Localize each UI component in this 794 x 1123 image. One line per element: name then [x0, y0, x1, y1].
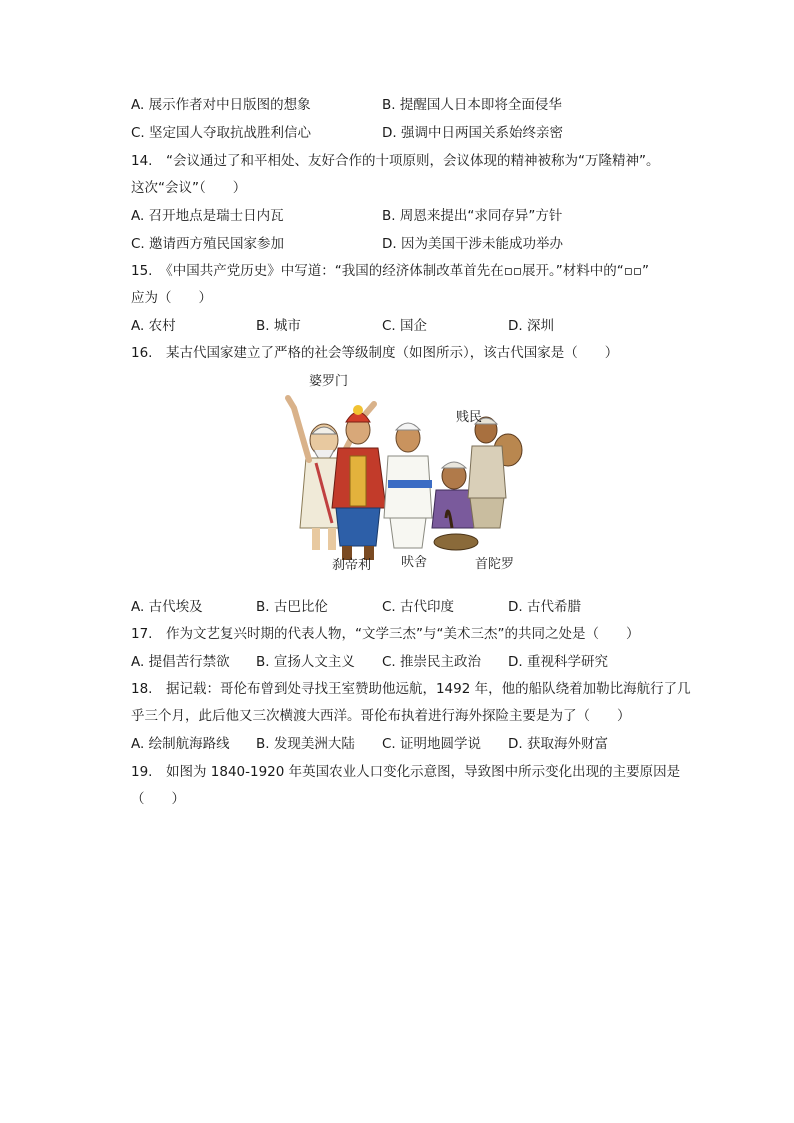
q13-option-c: C. 坚定国人夺取抗战胜利信心 [131, 125, 312, 141]
label-kshatriya: 刹帝利 [332, 558, 372, 573]
q15-option-b: B. 城市 [256, 318, 301, 334]
q17-stem: 17. 作为文艺复兴时期的代表人物，“文学三杰”与“美术三杰”的共同之处是（ ） [131, 626, 640, 642]
q16-option-a: A. 古代埃及 [131, 599, 203, 615]
label-vaishya: 吠舍 [401, 555, 428, 570]
q18-option-d: D. 获取海外财富 [508, 736, 608, 752]
label-shudra: 首陀罗 [475, 557, 515, 572]
q14-stem-line2: 这次“会议”（ ） [131, 180, 247, 196]
q15-option-d: D. 深圳 [508, 318, 554, 334]
q15-stem-line1: 15. 《中国共产党历史》中写道：“我国的经济体制改革首先在▫▫展开。”材料中的“▫▫” [131, 263, 650, 279]
vaishya-figure [384, 423, 432, 548]
q17-option-d: D. 重视科学研究 [508, 654, 608, 670]
q13-option-a: A. 展示作者对中日版图的想象 [131, 97, 311, 113]
q18-option-a: A. 绘制航海路线 [131, 736, 230, 752]
q18-option-b: B. 发现美洲大陆 [256, 736, 355, 752]
q14-option-c: C. 邀请西方殖民国家参加 [131, 236, 285, 252]
q14-option-a: A. 召开地点是瑞士日内瓦 [131, 208, 284, 224]
q14-option-b: B. 周恩来提出“求同存异”方针 [382, 208, 563, 224]
q13-option-b: B. 提醒国人日本即将全面侵华 [382, 97, 562, 113]
label-brahmin: 婆罗门 [309, 374, 349, 389]
q16-stem: 16. 某古代国家建立了严格的社会等级制度（如图所示），该古代国家是（ ） [131, 345, 619, 361]
label-untouchable: 贱民 [456, 410, 483, 425]
q15-option-c: C. 国企 [382, 318, 428, 334]
q15-option-a: A. 农村 [131, 318, 176, 334]
q13-option-d: D. 强调中日两国关系始终亲密 [382, 125, 563, 141]
q19-stem-line1: 19. 如图为 1840-1920 年英国农业人口变化示意图，导致图中所示变化出现的主要原因是 [131, 764, 681, 780]
q17-option-c: C. 推崇民主政治 [382, 654, 482, 670]
q19-stem-line2: （ ） [131, 791, 185, 807]
q15-stem-line2: 应为（ ） [131, 290, 212, 306]
caste-figures-drawing [276, 368, 526, 573]
q14-option-d: D. 因为美国干涉未能成功举办 [382, 236, 563, 252]
kshatriya-figure [332, 405, 386, 560]
q18-stem-line2: 乎三个月，此后他又三次横渡大西洋。哥伦布执着进行海外探险主要是为了（ ） [131, 708, 631, 724]
q18-option-c: C. 证明地圆学说 [382, 736, 482, 752]
q16-option-d: D. 古代希腊 [508, 599, 581, 615]
q16-option-c: C. 古代印度 [382, 599, 455, 615]
q16-option-b: B. 古巴比伦 [256, 599, 328, 615]
untouchable-figure [468, 417, 522, 528]
caste-illustration [276, 368, 526, 573]
q14-stem-line1: 14. “会议通过了和平相处、友好合作的十项原则，会议体现的精神被称为“万隆精神”。 [131, 153, 660, 169]
q17-option-a: A. 提倡苦行禁欲 [131, 654, 230, 670]
q18-stem-line1: 18. 据记载：哥伦布曾到处寻找王室赞助他远航，1492 年，他的船队绕着加勒比海航行了几 [131, 681, 691, 697]
q17-option-b: B. 宣扬人文主义 [256, 654, 355, 670]
